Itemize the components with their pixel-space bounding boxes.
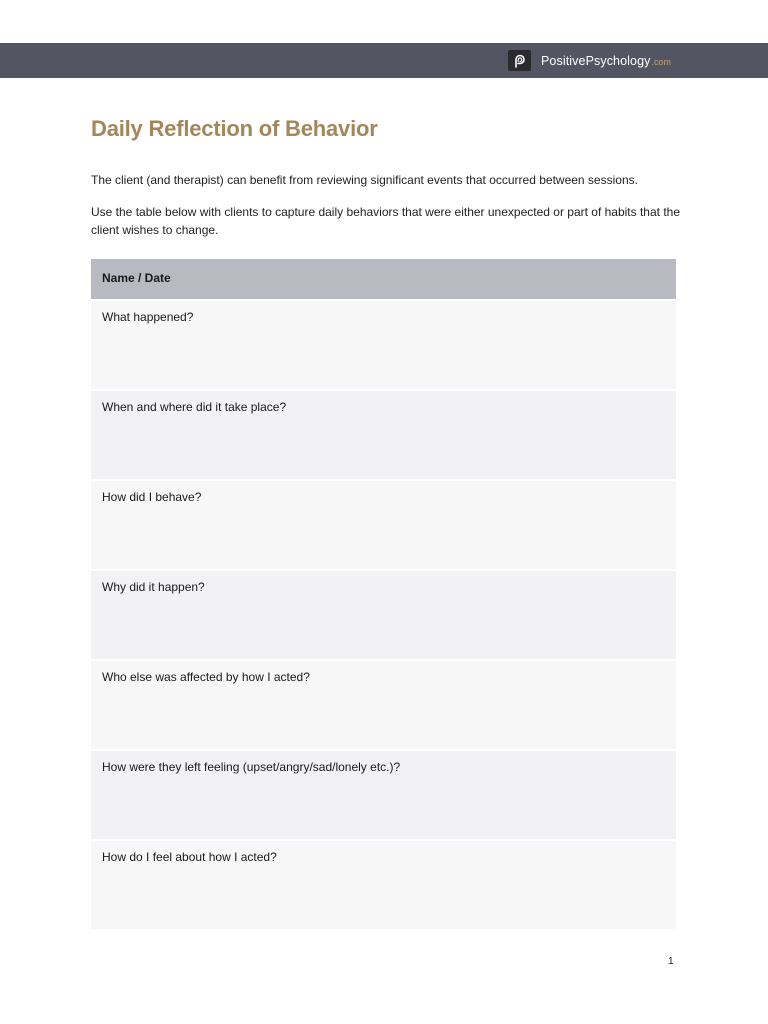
- table-row-left-feeling[interactable]: How were they left feeling (upset/angry/sad/lonely etc.)?: [91, 751, 676, 839]
- reflection-table: [91, 259, 676, 929]
- brand-tld: .com: [651, 56, 672, 67]
- page-title: Daily Reflection of Behavior: [91, 116, 378, 141]
- table-row-how-behave[interactable]: How did I behave?: [91, 481, 676, 569]
- table-row-what-happened[interactable]: What happened?: [91, 301, 676, 389]
- table-row-how-feel[interactable]: How do I feel about how I acted?: [91, 841, 676, 929]
- positivepsychology-p-logo-icon: [508, 50, 531, 71]
- header-bar: [0, 43, 768, 78]
- brand-name: PositivePsychology: [541, 53, 651, 68]
- intro-paragraph: The client (and therapist) can benefit from reviewing significant events that occurred between sessions.: [91, 173, 638, 187]
- table-row-when-where[interactable]: When and where did it take place?: [91, 391, 676, 479]
- table-row-why-happen[interactable]: Why did it happen?: [91, 571, 676, 659]
- table-row-who-affected[interactable]: Who else was affected by how I acted?: [91, 661, 676, 749]
- table-header-name-date[interactable]: Name / Date: [91, 259, 676, 299]
- page-number: 1: [668, 956, 674, 967]
- usage-paragraph: Use the table below with clients to capture daily behaviors that were either unexpected or part of habits that the client wishes to change.: [91, 205, 681, 237]
- brand[interactable]: [508, 50, 671, 71]
